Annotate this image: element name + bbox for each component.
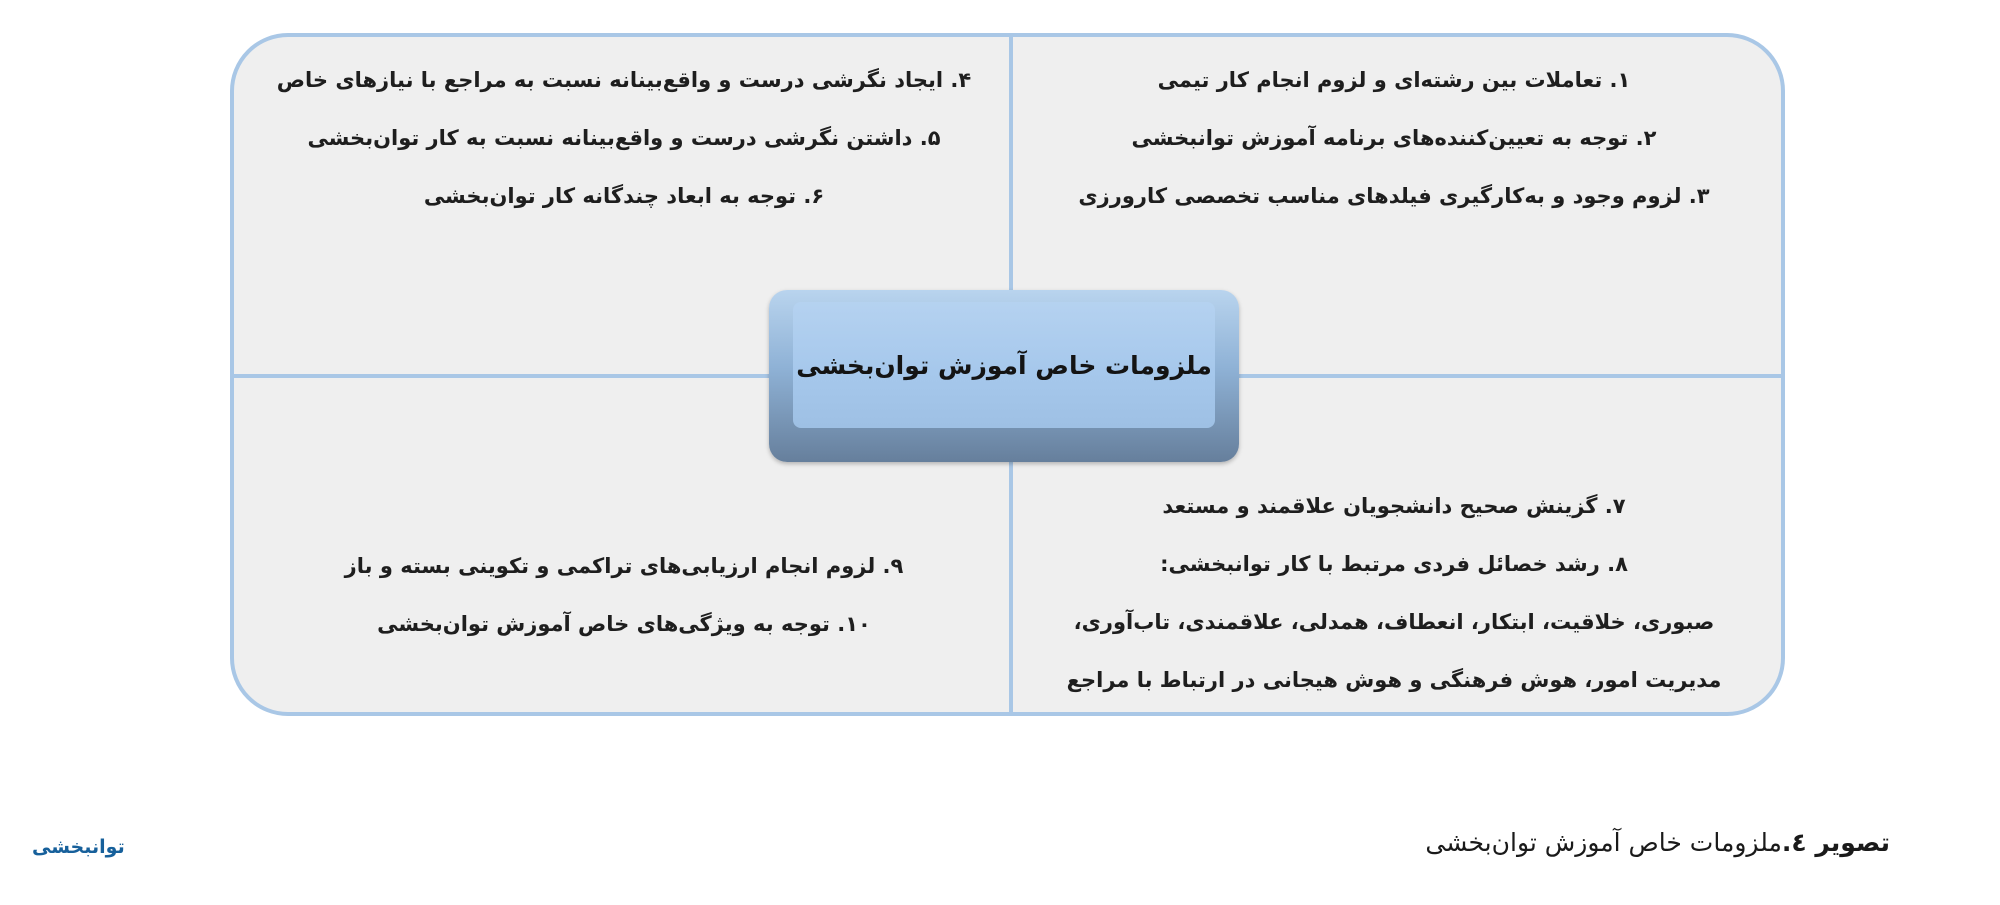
- requirement-8: ۸. رشد خصائل فردی مرتبط با کار توانبخشی:: [1160, 552, 1628, 576]
- requirement-5: ۵. داشتن نگرشی درست و واقع‌بینانه نسبت به کار توان‌بخشی: [307, 126, 941, 150]
- diagram-frame: [230, 33, 1785, 716]
- quadrant-bottom-left: [274, 537, 974, 653]
- quadrant-top-right: [1054, 51, 1734, 225]
- center-title: ملزومات خاص آموزش توان‌بخشی: [793, 302, 1215, 428]
- requirement-10: ۱۰. توجه به ویژگی‌های خاص آموزش توان‌بخشی: [377, 612, 871, 636]
- requirement-9: ۹. لزوم انجام ارزیابی‌های تراکمی و تکوینی بسته و باز: [344, 554, 904, 578]
- figure-caption-label: تصویر ٤.: [1781, 828, 1890, 857]
- requirement-8-detail-2: مدیریت امور، هوش فرهنگی و هوش هیجانی در ارتباط با مراجع: [1066, 668, 1722, 692]
- requirement-4: ۴. ایجاد نگرشی درست و واقع‌بینانه نسبت به مراجع با نیازهای خاص: [276, 68, 972, 92]
- requirement-2: ۲. توجه به تعیین‌کننده‌های برنامه آموزش توانبخشی: [1131, 126, 1657, 150]
- requirement-3: ۳. لزوم وجود و به‌کارگیری فیلدهای مناسب تخصصی کارورزی: [1078, 184, 1710, 208]
- quadrant-bottom-right: [1054, 477, 1734, 709]
- requirement-8-detail-1: صبوری، خلاقیت، ابتکار، انعطاف، همدلی، علاقمندی، تاب‌آوری،: [1073, 610, 1715, 634]
- brand-logo: توانبخشی: [32, 836, 125, 858]
- requirement-6: ۶. توجه به ابعاد چندگانه کار توان‌بخشی: [423, 184, 825, 208]
- figure-caption: [1425, 828, 1890, 857]
- quadrant-top-left: [274, 51, 974, 225]
- center-box: [769, 290, 1239, 462]
- requirement-1: ۱. تعاملات بین رشته‌ای و لزوم انجام کار تیمی: [1157, 68, 1631, 92]
- figure-caption-text: ملزومات خاص آموزش توان‌بخشی: [1425, 828, 1782, 857]
- requirement-7: ۷. گزینش صحیح دانشجویان علاقمند و مستعد: [1162, 494, 1626, 518]
